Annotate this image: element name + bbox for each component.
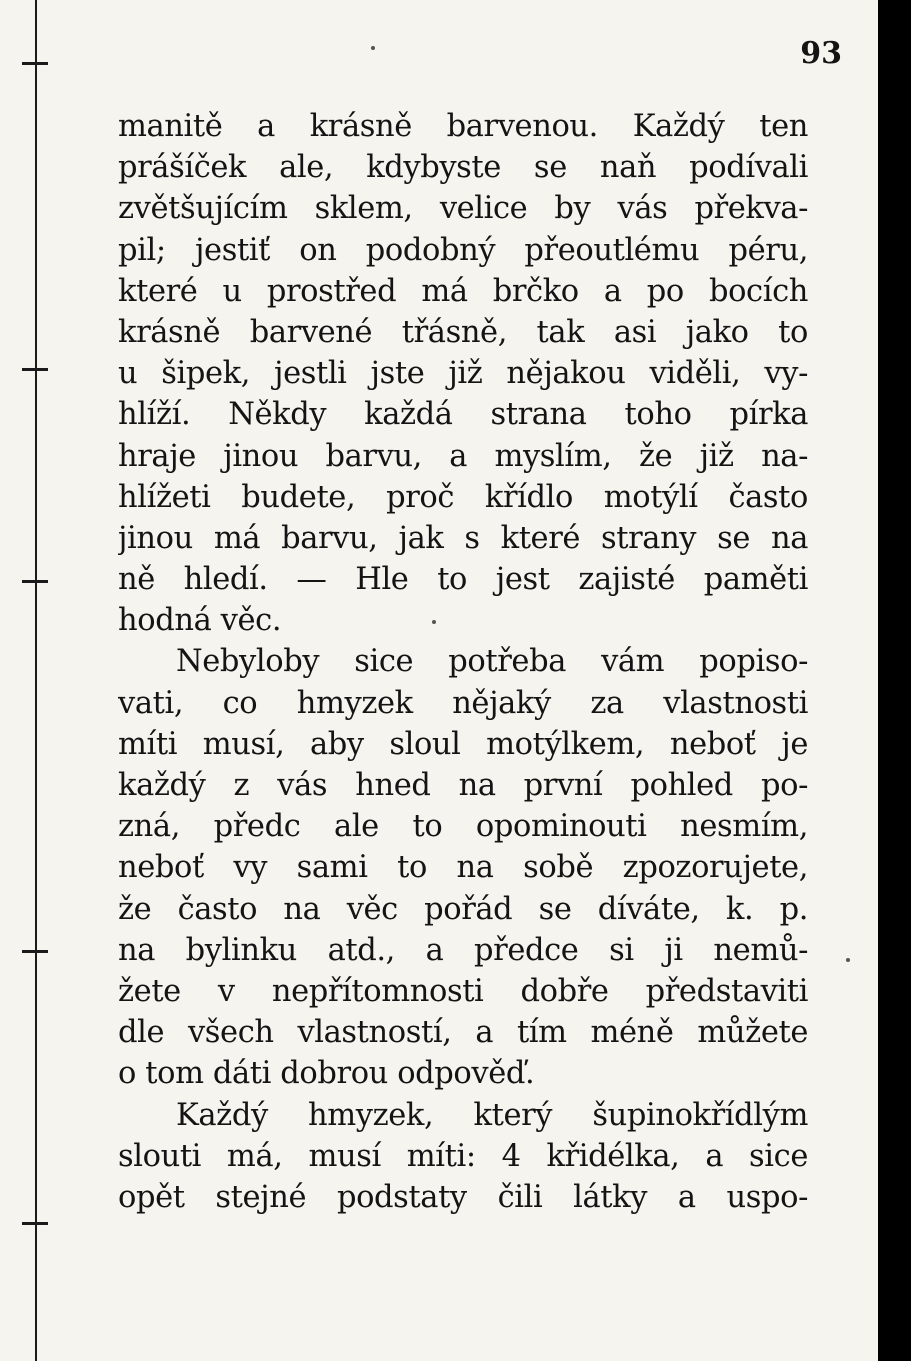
text-line: zná, předc ale to opominouti nesmím,: [118, 809, 808, 845]
text-line: hlížeti budete, proč křídlo motýlí často: [118, 479, 808, 515]
paragraph: [118, 1095, 808, 1219]
text-line: žete v nepřítomnosti dobře představiti: [118, 973, 808, 1009]
binding-mark: [22, 950, 48, 953]
text-line: míti musí, aby sloul motýlkem, neboť je: [118, 726, 808, 762]
text-line: opět stejné podstaty čili látky a uspo-: [118, 1179, 808, 1215]
paragraph: [118, 106, 808, 641]
print-speck: [371, 46, 375, 50]
text-line: že často na věc pořád se díváte, k. p.: [118, 891, 808, 927]
text-line: hodná věc.: [118, 603, 282, 639]
text-line: neboť vy sami to na sobě zpozorujete,: [118, 850, 808, 886]
text-line: které u prostřed má brčko a po bocích: [118, 273, 808, 309]
binding-mark: [22, 368, 48, 371]
binding-edge: [35, 0, 37, 1361]
page-number: 93: [800, 36, 842, 71]
print-speck: [846, 958, 850, 962]
text-line: vati, co hmyzek nějaký za vlastnosti: [118, 685, 808, 721]
text-line: krásně barvené třásně, tak asi jako to: [118, 314, 808, 350]
binding-mark: [22, 1222, 48, 1225]
text-line: dle všech vlastností, a tím méně můžete: [118, 1015, 808, 1051]
text-line: prášíček ale, kdybyste se naň podívali: [118, 150, 808, 186]
text-line: na bylinku atd., a předce si ji nemů-: [118, 932, 808, 968]
text-line: manitě a krásně barvenou. Každý ten: [118, 109, 808, 144]
text-line: hraje jinou barvu, a myslím, že již na-: [118, 438, 808, 474]
text-line: slouti má, musí míti: 4 křidélka, a sice: [118, 1138, 808, 1174]
text-line: každý z vás hned na první pohled po-: [118, 768, 808, 803]
binding-mark: [22, 580, 48, 583]
paragraph: [118, 641, 808, 1094]
text-line: ně hledí. — Hle to jest zajisté paměti: [118, 562, 808, 598]
text-line: Nebyloby sice potřeba vám popiso-: [176, 644, 808, 680]
text-line: hlíží. Někdy každá strana toho pírka: [118, 397, 808, 433]
binding-mark: [22, 62, 48, 65]
text-line: pil; jestiť on podobný přeoutlému péru,: [118, 232, 808, 268]
scan-border: [878, 0, 911, 1361]
text-line: Každý hmyzek, který šupinokřídlým: [176, 1097, 808, 1133]
body-text: [118, 106, 808, 1218]
text-line: zvětšujícím sklem, velice by vás překva-: [118, 191, 808, 227]
text-line: u šipek, jestli jste již nějakou viděli, vy-: [118, 356, 808, 392]
text-line: o tom dáti dobrou odpověď.: [118, 1056, 535, 1092]
text-line: jinou má barvu, jak s které strany se na: [118, 520, 808, 556]
